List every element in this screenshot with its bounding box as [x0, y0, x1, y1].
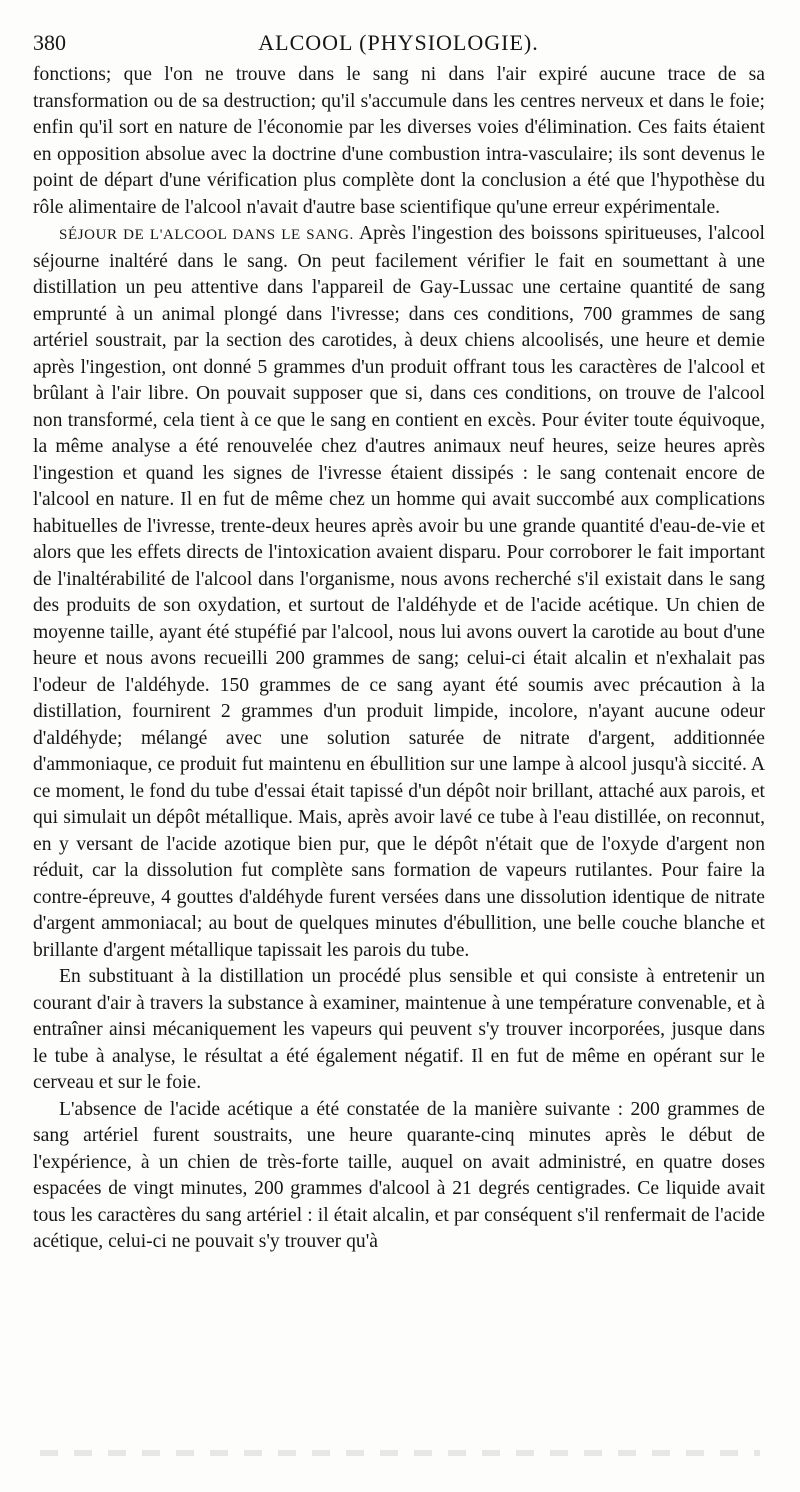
page-number: 380 — [33, 30, 66, 55]
body-text — [33, 62, 765, 1256]
section-heading: SÉJOUR DE L'ALCOOL DANS LE SANG. — [59, 227, 354, 243]
page-header — [33, 30, 764, 58]
bleed-through-line — [40, 1450, 760, 1456]
paragraph-4: L'absence de l'acide acétique a été constatée de la manière suivante : 200 grammes de sang artériel furent soustraits, une heure quarante-cinq minutes après le début de l'expérience, à un chien de très-forte taille, auquel on avait administré, en quatre doses espacées de vingt minutes, 200 grammes d'alcool à 21 degrés centigrades. Ce liquide avait tous les caractères du sang artériel : il était alcalin, et par conséquent s'il renfermait de l'acide acétique, celui-ci ne pouvait s'y trouver qu'à — [33, 1098, 765, 1252]
paragraph-1: fonctions; que l'on ne trouve dans le sang ni dans l'air expiré aucune trace de sa transformation ou de sa destruction; qu'il s'accumule dans les centres nerveux et dans le foie; enfin qu'il sort en nature de l'économie par les diverses voies d'élimination. Ces faits étaient en opposition absolue avec la doctrine d'une combustion intra-vasculaire; ils sont devenus le point de départ d'une vérification plus complète dont la conclusion a été que l'hypothèse du rôle alimentaire de l'alcool n'avait d'autre base scientifique qu'une erreur expérimentale. — [33, 64, 765, 218]
paragraph-2 — [33, 221, 765, 964]
running-title: ALCOOL (PHYSIOLOGIE). — [258, 30, 539, 55]
paragraph-2-text: Après l'ingestion des boissons spiritueuses, l'alcool séjourne inaltéré dans le sang. On peut facilement vérifier le fait en soumettant à une distillation un peu attentive dans l'appareil de Gay-Lussac une certaine quantité de sang emprunté à un animal plongé dans l'ivresse; dans ces conditions, 700 grammes de sang artériel soustrait, par la section des carotides, à deux chiens alcoolisés, une heure et demie après l'ingestion, ont donné 5 grammes d'un produit offrant tous les caractères de l'alcool et brûlant à l'air libre. On pouvait supposer que si, dans ces conditions, on trouve de l'alcool non transformé, cela tient à ce que le sang en contient en excès. Pour éviter toute équivoque, la même analyse a été renouvelée chez d'autres animaux neuf heures, seize heures après l'ingestion et quand les signes de l'ivresse étaient dissipés : le sang contenait encore de l'alcool en nature. Il en fut de même chez un homme qui avait succombé aux complications habituelles de l'ivresse, trente-deux heures après avoir bu une grande quantité d'eau-de-vie et alors que les effets directs de l'intoxication avaient disparu. Pour corroborer le fait important de l'inaltérabilité de l'alcool dans l'organisme, nous avons recherché s'il existait dans le sang des produits de son oxydation, et surtout de l'aldéhyde et de l'acide acétique. Un chien de moyenne taille, ayant été stupéfié par l'alcool, nous lui avons ouvert la carotide au bout d'une heure et nous avons recueilli 200 grammes de sang; celui-ci était alcalin et n'exhalait pas l'odeur de l'aldéhyde. 150 grammes de ce sang ayant été soumis avec précaution à la distillation, fournirent 2 grammes d'un produit limpide, incolore, n'ayant aucune odeur d'aldéhyde; mélangé avec une solution saturée de nitrate d'argent, additionnée d'ammoniaque, ce produit fut maintenu en ébullition sur une lampe à alcool jusqu'à siccité. A ce moment, le fond du tube d'essai était tapissé d'un dépôt noir brillant, attaché aux parois, et qui simulait un dépôt métallique. Mais, après avoir lavé ce tube à l'eau distillée, on reconnut, en y versant de l'acide azotique bien pur, que le dépôt n'était que de l'oxyde d'argent non réduit, car la dissolution fut complète sans formation de vapeurs rutilantes. Pour faire la contre-épreuve, 4 gouttes d'aldéhyde furent versées dans une dissolution identique de nitrate d'argent ammoniacal; au bout de quelques minutes d'ébullition, une belle couche blanche et brillante d'argent métallique tapissait les parois du tube. — [33, 223, 765, 961]
paragraph-3: En substituant à la distillation un procédé plus sensible et qui consiste à entretenir un courant d'air à travers la substance à examiner, maintenue à une température convenable, et à entraîner ainsi mécaniquement les vapeurs qui peuvent s'y trouver incorporées, jusque dans le tube à analyse, le résultat a été également négatif. Il en fut de même en opérant sur le cerveau et sur le foie. — [33, 966, 765, 1093]
